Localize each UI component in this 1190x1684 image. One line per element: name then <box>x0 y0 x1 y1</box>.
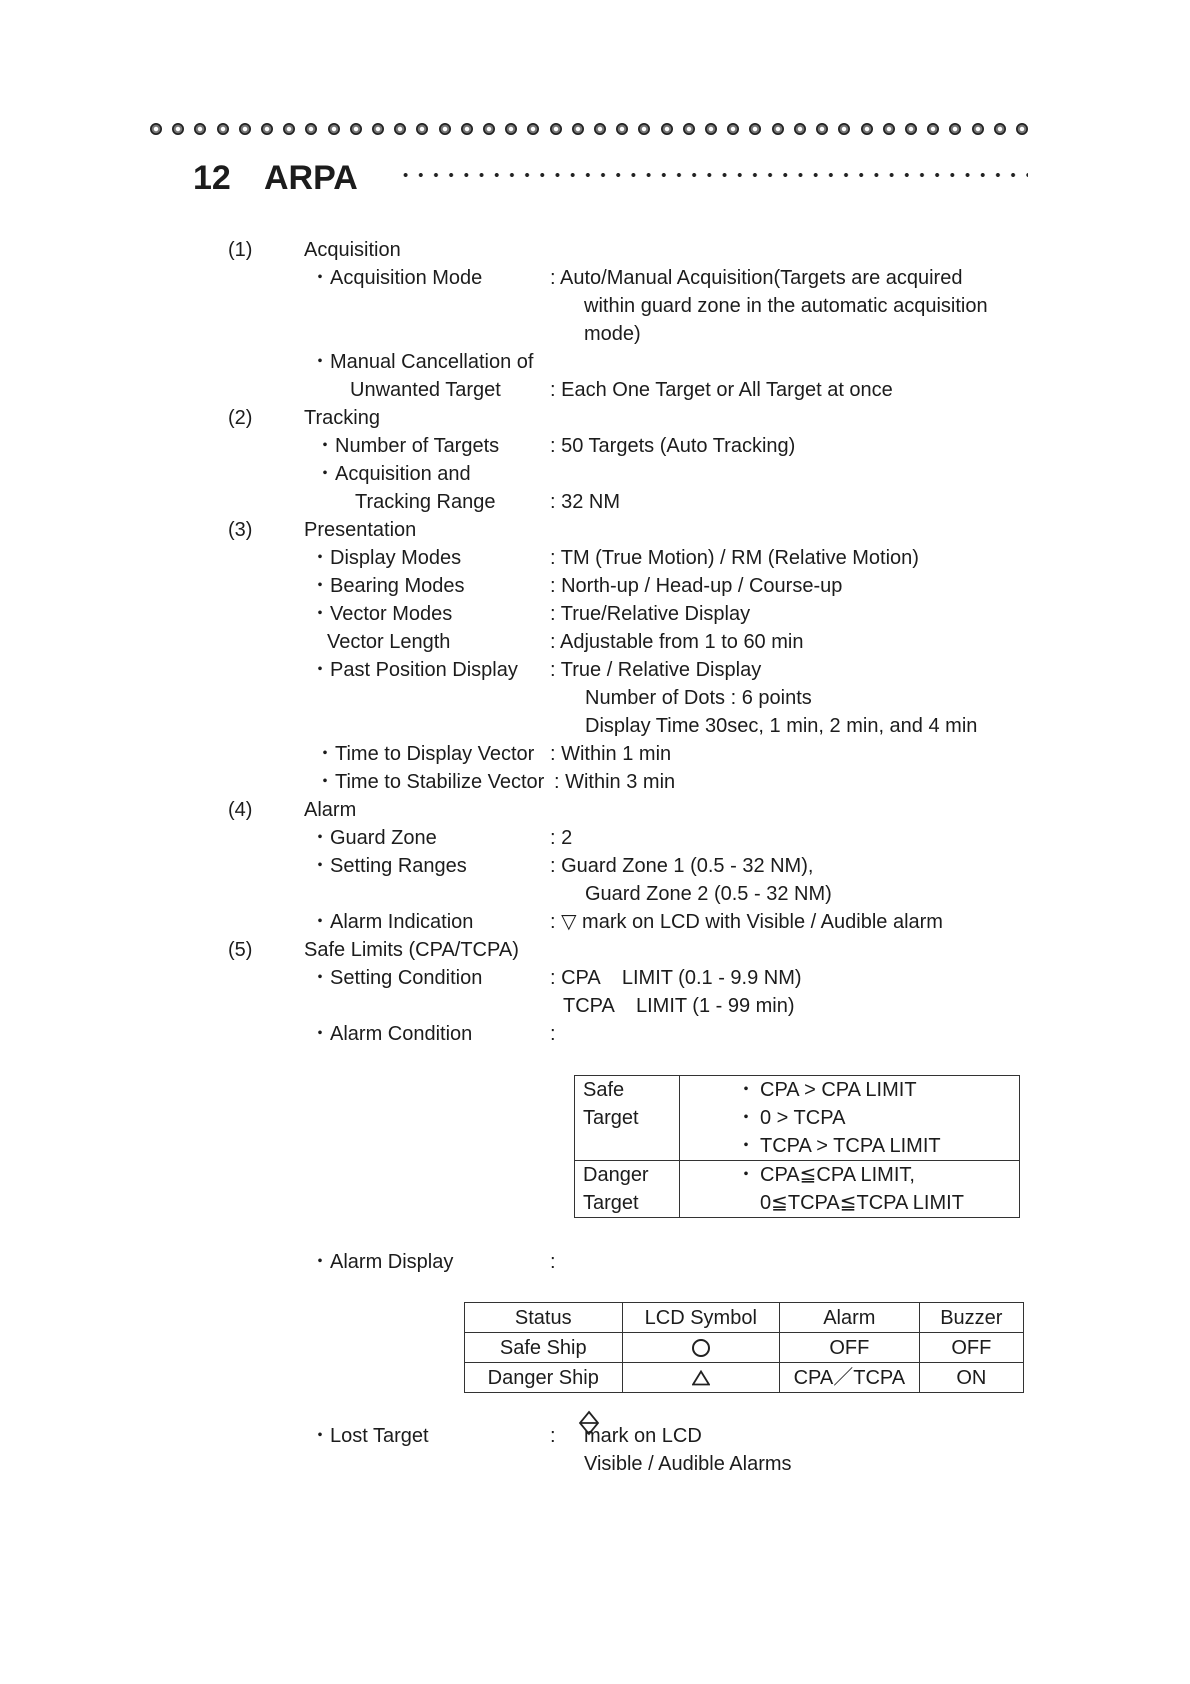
alarm-condition-label: ・Alarm Condition <box>310 1023 473 1045</box>
lost-target-label: ・Lost Target <box>310 1425 429 1447</box>
alarm-indication-label: ・Alarm Indication <box>310 911 474 933</box>
tracking-range-label: ・Acquisition and <box>315 463 471 485</box>
setting-condition-value: TCPA LIMIT (1 - 99 min) <box>563 995 795 1017</box>
manual-cancellation-label: ・Manual Cancellation of <box>310 351 534 373</box>
decorative-dot <box>172 123 184 135</box>
decorative-dot <box>727 123 739 135</box>
decorative-dot <box>994 123 1006 135</box>
decorative-dot <box>217 123 229 135</box>
chapter-number: 12 <box>193 159 231 197</box>
bullet-spacer <box>736 1189 760 1217</box>
setting-ranges-value: : Guard Zone 1 (0.5 - 32 NM), <box>550 855 814 877</box>
table-row <box>465 1333 1024 1363</box>
lost-target-value: Visible / Audible Alarms <box>584 1453 792 1475</box>
past-position-value: : True / Relative Display <box>550 659 762 681</box>
vector-length-value: : Adjustable from 1 to 60 min <box>550 631 804 653</box>
acquisition-mode-value: mode) <box>584 323 641 345</box>
table-row <box>575 1161 1020 1218</box>
lost-target-value: mark on LCD <box>584 1425 702 1447</box>
time-display-vector-value: : Within 1 min <box>550 743 672 765</box>
lost-target-colon: : <box>550 1425 556 1447</box>
decorative-dot <box>949 123 961 135</box>
decorative-dot <box>239 123 251 135</box>
decorative-dot <box>328 123 340 135</box>
status-cell: Safe Ship <box>465 1333 623 1363</box>
number-of-targets-value: : 50 Targets (Auto Tracking) <box>550 435 796 457</box>
vector-length-label: Vector Length <box>327 631 451 653</box>
section-title: Presentation <box>304 519 417 541</box>
section-number: (5) <box>228 939 253 961</box>
table-row <box>465 1363 1024 1393</box>
chapter-title: ARPA <box>264 159 358 197</box>
decorative-dot <box>1016 123 1028 135</box>
decorative-dot <box>683 123 695 135</box>
bullet: ・ <box>736 1135 756 1157</box>
acquisition-mode-value: : Auto/Manual Acquisition(Targets are acquired <box>550 267 963 289</box>
section-title: Tracking <box>304 407 380 429</box>
display-modes-label: ・Display Modes <box>310 547 462 569</box>
decorative-dot <box>483 123 495 135</box>
acquisition-mode-label: ・Acquisition Mode <box>310 267 483 289</box>
setting-condition-label: ・Setting Condition <box>310 967 483 989</box>
decorative-dot <box>616 123 628 135</box>
section-number: (1) <box>228 239 253 261</box>
setting-ranges-label: ・Setting Ranges <box>310 855 467 877</box>
decorative-dot <box>461 123 473 135</box>
decorative-dot <box>527 123 539 135</box>
decorative-dot <box>749 123 761 135</box>
condition-line <box>736 1132 1011 1160</box>
alarm-condition-table <box>574 1075 1020 1218</box>
number-of-targets-label: ・Number of Targets <box>315 435 500 457</box>
guard-zone-label: ・Guard Zone <box>310 827 437 849</box>
condition-line <box>736 1161 1011 1189</box>
manual-cancellation-label: Unwanted Target <box>350 379 501 401</box>
vector-modes-label: ・Vector Modes <box>310 603 453 625</box>
status-cell: Danger Ship <box>465 1363 623 1393</box>
decorative-dot <box>305 123 317 135</box>
column-header: Buzzer <box>919 1303 1023 1333</box>
display-modes-value: : TM (True Motion) / RM (Relative Motion) <box>550 547 919 569</box>
decorative-dot <box>772 123 784 135</box>
decorative-dot <box>794 123 806 135</box>
lcd-symbol-cell <box>622 1363 780 1393</box>
decorative-dot <box>372 123 384 135</box>
danger-target-label: Target <box>583 1192 639 1214</box>
alarm-cell: OFF <box>780 1333 920 1363</box>
circle-symbol-icon <box>692 1339 710 1357</box>
decorative-dot <box>905 123 917 135</box>
decorative-dot <box>572 123 584 135</box>
section-number: (4) <box>228 799 253 821</box>
column-header: Status <box>465 1303 623 1333</box>
condition-line <box>736 1104 1011 1132</box>
condition-line <box>736 1189 1011 1217</box>
safe-condition: CPA > CPA LIMIT <box>760 1079 917 1101</box>
vector-modes-value: : True/Relative Display <box>550 603 751 625</box>
bullet: ・ <box>736 1164 756 1186</box>
section-number: (2) <box>228 407 253 429</box>
decorative-dot <box>194 123 206 135</box>
bullet: ・ <box>736 1107 756 1129</box>
section-number: (3) <box>228 519 253 541</box>
table-cell <box>680 1161 1020 1218</box>
setting-ranges-value: Guard Zone 2 (0.5 - 32 NM) <box>585 883 832 905</box>
bullet: ・ <box>736 1079 756 1101</box>
alarm-condition-colon: : <box>550 1023 556 1045</box>
setting-condition-value: : CPA LIMIT (0.1 - 9.9 NM) <box>550 967 802 989</box>
safe-target-label: Safe <box>583 1079 625 1101</box>
decorative-dot <box>594 123 606 135</box>
alarm-display-colon: : <box>550 1251 556 1273</box>
time-display-vector-label: ・Time to Display Vector <box>315 743 535 765</box>
title-leader-dots <box>398 170 1028 180</box>
decorative-dot <box>439 123 451 135</box>
table-cell <box>575 1161 680 1218</box>
lcd-symbol-cell <box>622 1333 780 1363</box>
danger-target-label: Danger <box>583 1164 649 1186</box>
decorative-dot <box>972 123 984 135</box>
decorative-dot-row <box>150 123 1028 137</box>
decorative-dot <box>861 123 873 135</box>
alarm-indication-value: : ▽ mark on LCD with Visible / Audible alarm <box>550 911 943 933</box>
table-row <box>575 1076 1020 1161</box>
past-position-value: Display Time 30sec, 1 min, 2 min, and 4 min <box>585 715 978 737</box>
alarm-display-label: ・Alarm Display <box>310 1251 454 1273</box>
decorative-dot <box>883 123 895 135</box>
decorative-dot <box>283 123 295 135</box>
decorative-dot <box>505 123 517 135</box>
table-header-row <box>465 1303 1024 1333</box>
triangle-symbol-icon <box>692 1370 710 1386</box>
guard-zone-value: : 2 <box>550 827 573 849</box>
decorative-dot <box>550 123 562 135</box>
decorative-dot <box>150 123 162 135</box>
past-position-value: Number of Dots : 6 points <box>585 687 812 709</box>
decorative-dot <box>350 123 362 135</box>
decorative-dot <box>416 123 428 135</box>
alarm-display-table <box>464 1302 1024 1393</box>
section-title: Alarm <box>304 799 357 821</box>
decorative-dot <box>394 123 406 135</box>
safe-condition: TCPA > TCPA LIMIT <box>760 1135 941 1157</box>
buzzer-cell: OFF <box>919 1333 1023 1363</box>
section-title: Acquisition <box>304 239 401 261</box>
alarm-cell: CPA／TCPA <box>780 1363 920 1393</box>
section-title: Safe Limits (CPA/TCPA) <box>304 939 519 961</box>
tracking-range-label: Tracking Range <box>355 491 496 513</box>
decorative-dot <box>838 123 850 135</box>
decorative-dot <box>638 123 650 135</box>
safe-target-label: Target <box>583 1107 639 1129</box>
column-header: Alarm <box>780 1303 920 1333</box>
decorative-dot <box>816 123 828 135</box>
decorative-dot <box>705 123 717 135</box>
bearing-modes-value: : North-up / Head-up / Course-up <box>550 575 843 597</box>
past-position-label: ・Past Position Display <box>310 659 518 681</box>
tracking-range-value: : 32 NM <box>550 491 621 513</box>
table-cell <box>680 1076 1020 1161</box>
decorative-dot <box>661 123 673 135</box>
manual-cancellation-value: : Each One Target or All Target at once <box>550 379 893 401</box>
time-stabilize-vector-value: : Within 3 min <box>554 771 676 793</box>
column-header: LCD Symbol <box>622 1303 780 1333</box>
condition-line <box>736 1076 1011 1104</box>
safe-condition: 0 > TCPA <box>760 1107 846 1129</box>
decorative-dot <box>261 123 273 135</box>
buzzer-cell: ON <box>919 1363 1023 1393</box>
time-stabilize-vector-label: ・Time to Stabilize Vector <box>315 771 545 793</box>
decorative-dot <box>927 123 939 135</box>
acquisition-mode-value: within guard zone in the automatic acquisition <box>584 295 988 317</box>
bearing-modes-label: ・Bearing Modes <box>310 575 465 597</box>
danger-condition: 0≦TCPA≦TCPA LIMIT <box>760 1192 964 1214</box>
danger-condition: CPA≦CPA LIMIT, <box>760 1164 915 1186</box>
table-cell <box>575 1076 680 1161</box>
